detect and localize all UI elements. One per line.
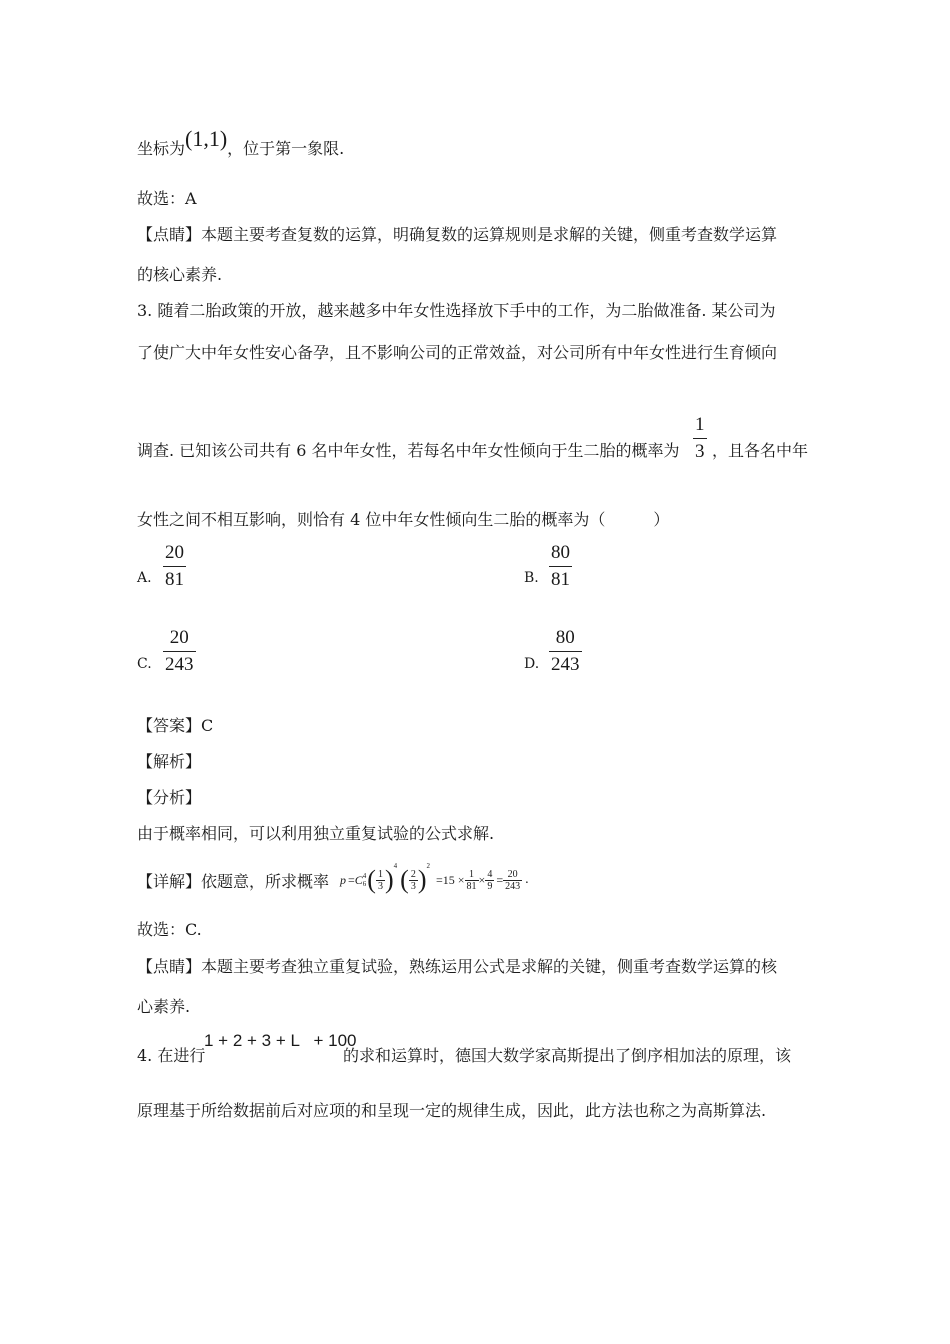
- fraction: $\frac{20}{243}$: [505, 868, 521, 892]
- fenxi-text: 由于概率相同，可以利用独立重复试验的公式求解.: [137, 824, 495, 843]
- option-c-label: C.: [137, 656, 152, 672]
- text-line: [137, 126, 345, 159]
- probability-formula: p = C 4 6 ( $\frac{1}{3}$ ) 4 ( $\frac{2}{3}$ ) 2 =15 × $\frac{1}{81}$ × $\frac{4}{9}$ = $\frac{20}{243}$ .: [340, 862, 529, 894]
- option-a-label: A.: [137, 570, 152, 586]
- text-line: 原理基于所给数据前后对应项的和呈现一定的规律生成，因此，此方法也称之为高斯算法.: [137, 1101, 767, 1120]
- fraction: $\frac{1}{3}$: [377, 868, 383, 892]
- text-segment: 的求和运算时，德国大数学家高斯提出了倒序相加法的原理，该: [343, 1046, 792, 1065]
- coordinate-expression: (1,1): [185, 126, 228, 151]
- option-c-fraction: $\frac{20}{243}$: [165, 627, 194, 675]
- option-d-fraction: $\frac{80}{243}$: [551, 627, 580, 675]
- text-segment: 调查. 已知该公司共有 6 名中年女性，若每名中年女性倾向于生二胎的概率为: [137, 441, 680, 460]
- text-segment: ，位于第一象限.: [227, 139, 345, 158]
- text-line: 心素养.: [137, 997, 191, 1016]
- fraction: $\frac{1}{3}$: [695, 414, 705, 462]
- text-line: 了使广大中年女性安心备孕，且不影响公司的正常效益，对公司所有中年女性进行生育倾向: [137, 343, 778, 362]
- sum-expression: 1 + 2 + 3 + L + 100: [204, 1031, 357, 1050]
- fraction: $\frac{4}{9}$: [487, 868, 493, 892]
- text-line: 故选：A: [137, 189, 197, 208]
- question-3-text: 3. 随着二胎政策的开放，越来越多中年女性选择放下手中的工作，为二胎做准备. 某公司为: [137, 301, 776, 320]
- option-b-fraction: $\frac{80}{81}$: [551, 542, 570, 590]
- question-4-text: 4. 在进行: [137, 1046, 206, 1065]
- text-segment: 坐标为: [137, 139, 186, 158]
- detail-text: 【详解】依题意，所求概率: [137, 872, 330, 891]
- choose-line: 故选：C.: [137, 920, 202, 939]
- option-d-label: D.: [524, 656, 540, 672]
- answer-line: 【答案】C: [137, 716, 214, 735]
- analysis-heading: 【解析】: [137, 752, 202, 771]
- option-a-fraction: $\frac{20}{81}$: [165, 542, 184, 590]
- text-line: 的核心素养.: [137, 265, 223, 284]
- text-segment: ，且各名中年: [712, 441, 809, 460]
- fenxi-heading: 【分析】: [137, 788, 202, 807]
- text-line: 【点睛】本题主要考查独立重复试验，熟练运用公式是求解的关键，侧重考查数学运算的核: [137, 957, 778, 976]
- fraction: $\frac{2}{3}$: [410, 868, 416, 892]
- text-line: 女性之间不相互影响，则恰有 4 位中年女性倾向生二胎的概率为（ ）: [137, 510, 670, 529]
- text-line: 【点睛】本题主要考查复数的运算，明确复数的运算规则是求解的关键，侧重考查数学运算: [137, 225, 778, 244]
- option-b-label: B.: [524, 570, 539, 586]
- fraction: $\frac{1}{81}$: [466, 868, 477, 892]
- text-line: [137, 441, 680, 461]
